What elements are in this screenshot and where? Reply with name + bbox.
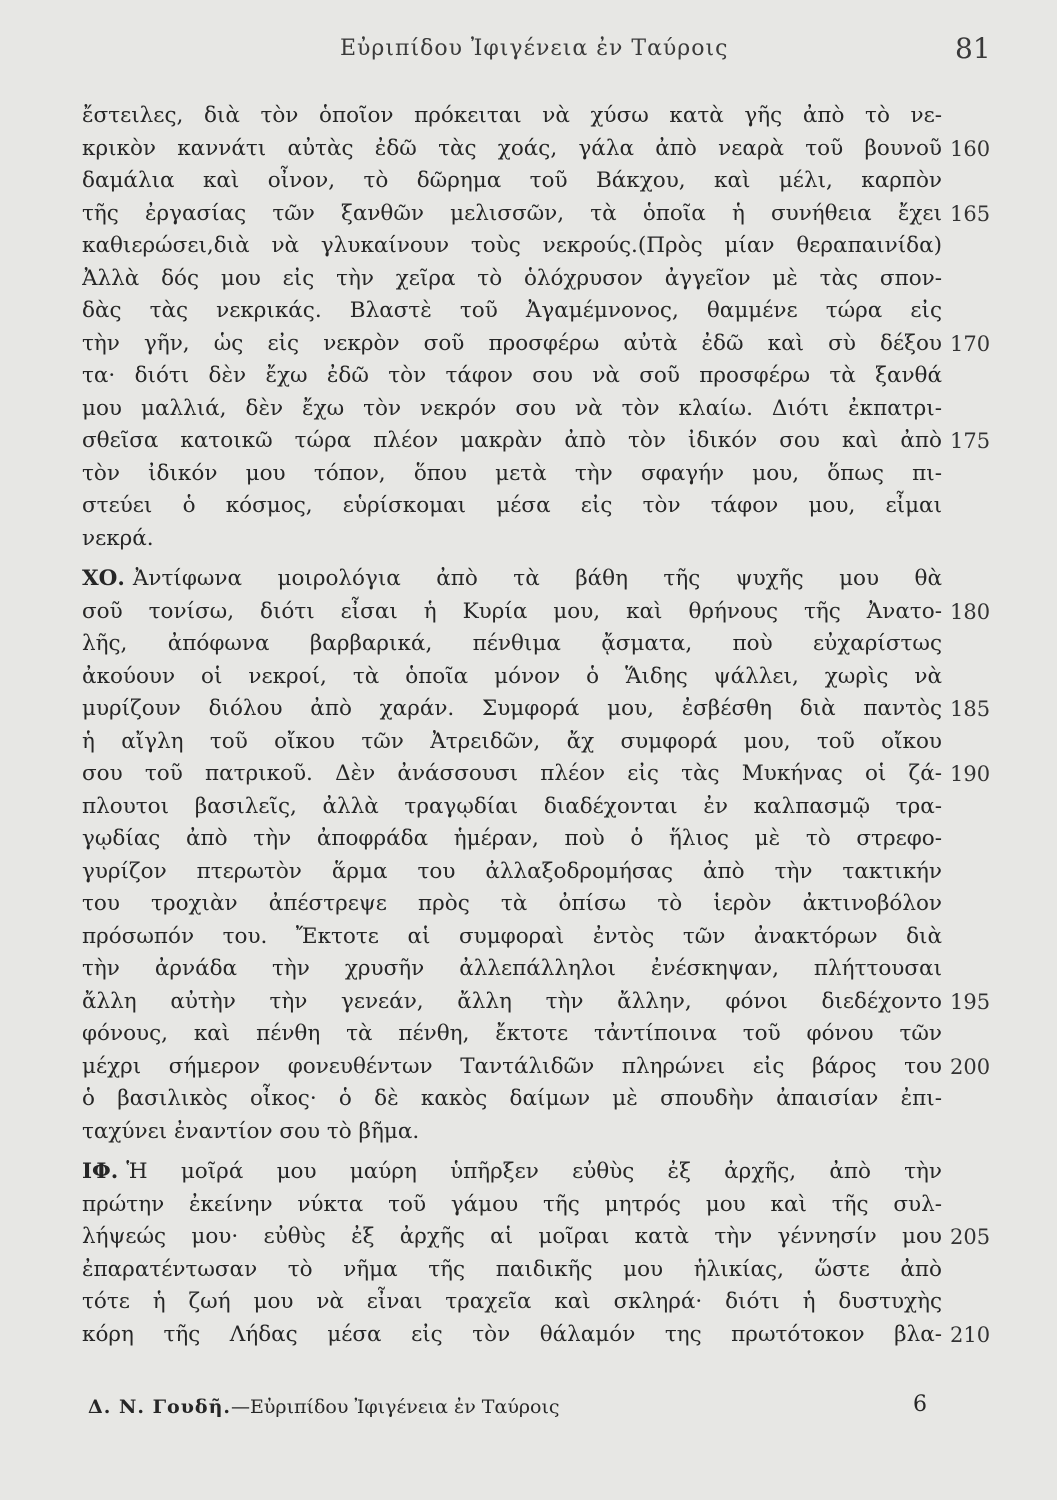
verse-number: 175 <box>950 429 991 453</box>
text-line <box>82 263 942 296</box>
text-line <box>82 791 942 824</box>
line-content: σθεῖσα κατοικῶ τώρα πλέον μακρὰν ἀπὸ τὸν ἰδικόν σου καὶ ἀπὸ <box>82 428 942 453</box>
line-text <box>82 661 942 694</box>
line-text <box>82 1286 942 1319</box>
line-text <box>82 1018 942 1051</box>
line-content: ὁ βασιλικὸς οἶκος· ὁ δὲ κακὸς δαίμων μὲ σπουδὴν ἀπαισίαν ἐπι- <box>82 1086 942 1111</box>
verse-number: 170 <box>950 331 991 356</box>
line-content: τὴν γῆν, ὡς εἰς νεκρὸν σοῦ προσφέρω αὐτὰ ἐδῶ καὶ σὺ δέξου <box>82 330 942 356</box>
line-content: φόνους, καὶ πένθη τὰ πένθη, ἔκτοτε τἀντίποινα τοῦ φόνου τῶν <box>82 1021 942 1046</box>
line-text <box>82 295 942 328</box>
verse-number: 165 <box>950 201 991 226</box>
page-number: 81 <box>955 32 991 65</box>
line-text <box>82 921 942 954</box>
signature-mark: 6 <box>913 1392 927 1417</box>
paragraph-gap <box>82 555 942 563</box>
verse-number: 210 <box>950 1322 991 1347</box>
line-text <box>82 165 942 198</box>
verse-number: 190 <box>950 762 991 786</box>
text-line <box>82 1018 942 1051</box>
line-text <box>82 1221 942 1254</box>
line-content: τα· διότι δὲν ἔχω ἐδῶ τὸν τάφον σου νὰ σοῦ προσφέρω τὰ ξανθά <box>82 363 942 388</box>
line-content: πρόσωπόν του. Ἔκτοτε αἱ συμφοραὶ ἐντὸς τῶν ἀνακτόρων διὰ <box>82 923 942 949</box>
text-line <box>82 1116 942 1149</box>
verse-number: 195 <box>950 989 991 1014</box>
text-line <box>82 165 942 198</box>
line-content: γῳδίας ἀπὸ τὴν ἀποφράδα ἡμέραν, ποὺ ὁ ἥλιος μὲ τὸ στρεφο- <box>82 826 942 851</box>
line-content: δὰς τὰς νεκρικάς. Βλαστὲ τοῦ Ἀγαμέμνονος, θαμμένε τώρα εἰς <box>82 298 942 323</box>
text-line <box>82 953 942 986</box>
line-text <box>82 393 942 426</box>
text-line <box>82 1189 942 1222</box>
text-line <box>82 661 942 694</box>
text-line <box>82 1156 942 1189</box>
text-body <box>82 100 991 1351</box>
text-line <box>82 458 942 491</box>
line-text <box>82 1254 942 1287</box>
line-content: νεκρά. <box>82 525 154 551</box>
line-text <box>82 263 942 296</box>
text-line <box>82 1254 942 1287</box>
line-content: καθιερώσει,διὰ νὰ γλυκαίνουν τοὺς νεκρούς.(Πρὸς μίαν θεραπαινίδα) <box>82 233 942 258</box>
line-content: ταχύνει ἐναντίον σου τὸ βῆμα. <box>82 1118 420 1144</box>
text-line <box>82 100 942 133</box>
line-content: ἔστειλες, διὰ τὸν ὁποῖον πρόκειται νὰ χύσω κατὰ γῆς ἀπὸ τὸ νε- <box>82 103 942 128</box>
line-content: μέχρι σήμερον φονευθέντων Ταντάλιδῶν πληρώνει εἰς βάρος του <box>82 1053 942 1079</box>
text-line <box>82 1221 991 1254</box>
line-content: ἀκούουν οἱ νεκροί, τὰ ὁποῖα μόνον ὁ Ἅιδης ψάλλει, χωρὶς νὰ <box>82 663 942 689</box>
text-line <box>82 823 942 856</box>
line-text <box>82 198 942 231</box>
text-line <box>82 523 942 556</box>
text-line <box>82 425 991 458</box>
line-content: σου τοῦ πατρικοῦ. Δὲν ἀνάσσουσι πλέον εἰς τὰς Μυκήνας οἱ ζά- <box>82 761 942 786</box>
line-content: Ἀλλὰ δός μου εἰς τὴν χεῖρα τὸ ὁλόχρυσον ἀγγεῖον μὲ τὰς σπον- <box>82 265 942 291</box>
running-header: Εὐριπίδου Ἰφιγένεια ἐν Ταύροις <box>340 36 729 61</box>
text-line <box>82 921 942 954</box>
line-content: στεύει ὁ κόσμος, εὑρίσκομαι μέσα εἰς τὸν τάφον μου, εἶμαι <box>82 493 942 518</box>
text-line <box>82 986 991 1019</box>
text-line <box>82 693 991 726</box>
line-text <box>82 360 942 393</box>
line-content: ἄλλη αὐτὴν τὴν γενεάν, ἄλλη τὴν ἄλλην, φόνοι διεδέχοντο <box>82 988 942 1014</box>
paragraph-gap <box>82 1148 942 1156</box>
text-line <box>82 230 942 263</box>
line-text <box>82 856 942 889</box>
line-text <box>82 1189 942 1222</box>
text-line <box>82 490 942 523</box>
line-content: τῆς ἐργασίας τῶν ξανθῶν μελισσῶν, τὰ ὁποῖα ἡ συνήθεια ἔχει <box>82 200 942 226</box>
line-content: λήψεώς μου· εὐθὺς ἐξ ἀρχῆς αἱ μοῖραι κατὰ τὴν γέννησίν μου <box>82 1224 942 1249</box>
text-line <box>82 888 942 921</box>
verse-number: 180 <box>950 599 991 624</box>
text-line <box>82 1286 942 1319</box>
speaker-label: ΙΦ. <box>82 1159 119 1184</box>
line-content: τότε ἡ ζωή μου νὰ εἶναι τραχεῖα καὶ σκληρά· διότι ἡ δυστυχὴς <box>82 1289 942 1314</box>
footer-author: Δ. Ν. Γουδῆ. <box>88 1396 232 1418</box>
line-content: Ἀντίφωνα μοιρολόγια ἀπὸ τὰ βάθη τῆς ψυχῆς μου θὰ <box>132 566 942 591</box>
line-text <box>82 986 942 1019</box>
verse-number: 185 <box>950 697 991 721</box>
line-text <box>82 953 942 986</box>
line-content: του τροχιὰν ἀπέστρεψε πρὸς τὰ ὀπίσω τὸ ἱερὸν ἀκτινοβόλον <box>82 891 942 916</box>
line-text <box>82 1051 942 1084</box>
line-text <box>82 1083 942 1116</box>
text-line <box>82 133 991 166</box>
text-line <box>82 328 991 361</box>
line-text <box>82 425 942 458</box>
line-text <box>82 230 942 263</box>
text-line <box>82 758 991 791</box>
line-text <box>82 758 942 791</box>
line-content: ἡ αἴγλη τοῦ οἴκου τῶν Ἀτρειδῶν, ἄχ συμφορά μου, τοῦ οἴκου <box>82 728 942 754</box>
text-line <box>82 393 942 426</box>
line-text <box>82 888 942 921</box>
speaker-label: ΧΟ. <box>82 566 125 591</box>
line-content: πλουτοι βασιλεῖς, ἀλλὰ τραγῳδίαι διαδέχονται ἐν καλπασμῷ τρα- <box>82 793 942 819</box>
line-text <box>82 328 942 361</box>
text-line <box>82 360 942 393</box>
line-content: πρώτην ἐκείνην νύκτα τοῦ γάμου τῆς μητρός μου καὶ τῆς συλ- <box>82 1191 942 1217</box>
line-content: Ἡ μοῖρά μου μαύρη ὑπῆρξεν εὐθὺς ἐξ ἀρχῆς, ἀπὸ τὴν <box>126 1159 942 1184</box>
line-text <box>82 490 942 523</box>
line-text <box>82 1116 942 1149</box>
text-line <box>82 295 942 328</box>
text-line <box>82 726 942 759</box>
line-content: ἐπαρατέντωσαν τὸ νῆμα τῆς παιδικῆς μου ἡλικίας, ὥστε ἀπὸ <box>82 1256 942 1282</box>
line-text <box>82 1319 942 1352</box>
footer-title: —Εὐριπίδου Ἰφιγένεια ἐν Ταύροις <box>231 1396 560 1418</box>
text-line <box>82 628 942 661</box>
line-text <box>82 628 942 661</box>
line-text <box>82 523 942 556</box>
text-line <box>82 1319 991 1352</box>
text-line <box>82 563 942 596</box>
line-content: τὸν ἰδικόν μου τόπον, ὅπου μετὰ τὴν σφαγήν μου, ὅπως πι- <box>82 460 942 486</box>
text-line <box>82 198 991 231</box>
line-text <box>82 100 942 133</box>
line-text <box>82 693 942 726</box>
line-text <box>82 1156 942 1189</box>
text-line <box>82 856 942 889</box>
line-content: κόρη τῆς Λήδας μέσα εἰς τὸν θάλαμόν της πρωτότοκον βλα- <box>82 1321 942 1347</box>
line-content: σοῦ τονίσω, διότι εἶσαι ἡ Κυρία μου, καὶ θρήνους τῆς Ἀνατο- <box>82 598 942 624</box>
footer-line <box>88 1396 938 1418</box>
line-content: τὴν ἀρνάδα τὴν χρυσῆν ἀλλεπάλληλοι ἐνέσκηψαν, πλήττουσαι <box>82 956 942 981</box>
line-text <box>82 563 942 596</box>
line-content: μου μαλλιά, δὲν ἔχω τὸν νεκρόν σου νὰ τὸν κλαίω. Διότι ἐκπατρι- <box>82 395 942 421</box>
verse-number: 205 <box>950 1225 991 1249</box>
line-content: δαμάλια καὶ οἶνον, τὸ δῶρημα τοῦ Βάκχου, καὶ μέλι, καρπὸν <box>82 168 942 193</box>
text-line <box>82 1051 991 1084</box>
line-text <box>82 823 942 856</box>
line-text <box>82 791 942 824</box>
line-content: μυρίζουν διόλου ἀπὸ χαράν. Συμφορά μου, ἐσβέσθη διὰ παντὸς <box>82 696 942 721</box>
line-content: κρικὸν καννάτι αὐτὰς ἐδῶ τὰς χοάς, γάλα ἀπὸ νεαρὰ τοῦ βουνοῦ <box>82 135 942 161</box>
line-content: λῆς, ἀπόφωνα βαρβαρικά, πένθιμα ᾄσματα, ποὺ εὐχαρίστως <box>82 631 942 656</box>
line-text <box>82 596 942 629</box>
text-line <box>82 596 991 629</box>
line-text <box>82 458 942 491</box>
line-content: γυρίζον πτερωτὸν ἅρμα του ἀλλαξοδρομήσας ἀπὸ τὴν τακτικήν <box>82 858 942 884</box>
line-text <box>82 726 942 759</box>
verse-number: 200 <box>950 1054 991 1079</box>
line-text <box>82 133 942 166</box>
text-line <box>82 1083 942 1116</box>
verse-number: 160 <box>950 136 991 161</box>
